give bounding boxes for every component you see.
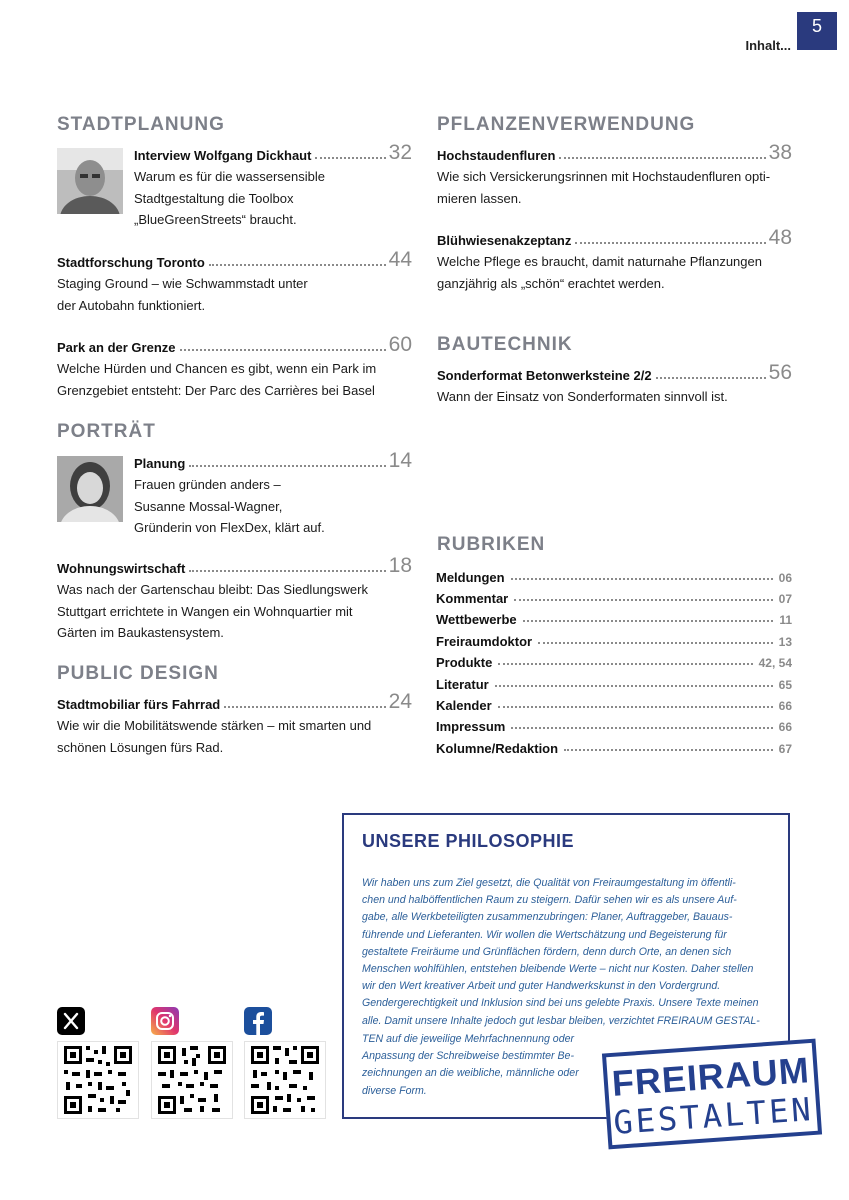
leader-dots	[315, 156, 385, 159]
rubrik-page: 66	[778, 699, 792, 713]
entry-title: Stadtmobiliar fürs Fahrrad	[57, 697, 221, 712]
entry-title: Sonderformat Betonwerksteine 2/2	[437, 368, 652, 383]
leader-dots	[511, 727, 772, 729]
rubrik-page: 42, 54	[758, 656, 792, 670]
leader-dots	[498, 663, 752, 665]
qr-code-instagram[interactable]	[151, 1041, 233, 1119]
entry-description: Wie wir die Mobilitätswende stärken – mit smarten und schönen Lösungen fürs Rad.	[57, 718, 372, 755]
entry-page: 48	[768, 226, 792, 249]
freiraum-gestalten-logo	[602, 1039, 822, 1150]
rubrik-item[interactable]	[436, 736, 792, 756]
philosophie-title: UNSERE PHILOSOPHIE	[362, 831, 575, 851]
rubrik-item[interactable]	[436, 565, 792, 585]
instagram-icon[interactable]	[151, 1007, 179, 1035]
qr-pattern	[245, 1042, 325, 1118]
leader-dots	[575, 241, 765, 244]
rubrik-item[interactable]	[436, 693, 792, 713]
entry-title: Interview Wolfgang Dickhaut	[134, 148, 312, 163]
rubrik-label: Produkte	[436, 655, 493, 670]
rubrik-label: Freiraumdoktor	[436, 634, 533, 649]
leader-dots	[180, 348, 386, 351]
leader-dots	[564, 749, 773, 751]
entry-title: Hochstaudenfluren	[437, 148, 556, 163]
rubrik-item[interactable]	[436, 629, 792, 649]
section-title-rubriken: RUBRIKEN	[437, 534, 546, 555]
entry-page: 18	[388, 554, 412, 577]
rubrik-item[interactable]	[436, 672, 792, 692]
toc-entry-planung[interactable]	[134, 451, 412, 539]
entry-page: 24	[388, 690, 412, 713]
rubrik-item[interactable]	[436, 650, 792, 670]
leader-dots	[523, 620, 774, 622]
philosophie-text-continued: TEN auf die jeweilige Mehrfachnennung oder Anpassung der Schreibweise bestimmter Be- zeichnungen an die weibliche, männliche oder diverse Form.	[362, 1033, 579, 1097]
rubrik-page: 67	[778, 742, 792, 756]
entry-page: 56	[768, 361, 792, 384]
entry-description: Staging Ground – wie Schwammstadt unter der Autobahn funktioniert.	[57, 276, 308, 313]
leader-dots	[209, 263, 386, 266]
rubrik-page: 11	[779, 613, 792, 627]
rubrik-item[interactable]	[436, 714, 792, 734]
leader-dots	[656, 376, 766, 379]
section-title-portraet: PORTRÄT	[57, 421, 156, 442]
portrait-photo-mossal-wagner	[57, 456, 123, 522]
rubrik-page: 66	[778, 720, 792, 734]
toc-entry-stadtmobiliar[interactable]	[57, 692, 412, 758]
x-icon[interactable]	[57, 1007, 85, 1035]
toc-entry-park-grenze[interactable]	[57, 335, 412, 401]
entry-description: Welche Pflege es braucht, damit naturnahe Pflanzungen ganzjährig als „schön“ erachtet werden.	[437, 254, 762, 291]
entry-description: Welche Hürden und Chancen es gibt, wenn ein Park im Grenzgebiet entsteht: Der Parc des Carrières bei Basel	[57, 361, 377, 398]
rubrik-label: Wettbewerbe	[436, 612, 517, 627]
rubrik-item[interactable]	[436, 607, 792, 627]
section-title-bautechnik: BAUTECHNIK	[437, 334, 573, 355]
facebook-icon[interactable]	[244, 1007, 272, 1035]
toc-entry-dickhaut[interactable]	[134, 143, 412, 231]
page-number: 5	[797, 12, 837, 50]
entry-title: Park an der Grenze	[57, 340, 176, 355]
section-title-public-design: PUBLIC DESIGN	[57, 663, 219, 684]
toc-entry-toronto[interactable]	[57, 250, 412, 316]
rubrik-label: Meldungen	[436, 570, 505, 585]
qr-code-x[interactable]	[57, 1041, 139, 1119]
section-title-pflanzenverwendung: PFLANZENVERWENDUNG	[437, 114, 696, 135]
leader-dots	[189, 464, 385, 467]
leader-dots	[495, 685, 773, 687]
leader-dots	[511, 578, 773, 580]
entry-description: Frauen gründen anders – Susanne Mossal-Wagner, Gründerin von FlexDex, klärt auf.	[134, 477, 325, 535]
rubrik-page: 06	[778, 571, 792, 585]
toc-entry-hochstaudenfluren[interactable]	[437, 143, 792, 209]
entry-title: Stadtforschung Toronto	[57, 255, 205, 270]
logo-line-2: GESTALTEN	[612, 1090, 815, 1142]
entry-page: 38	[768, 141, 792, 164]
rubrik-label: Kalender	[436, 698, 492, 713]
rubrik-label: Kolumne/Redaktion	[436, 741, 559, 756]
qr-code-facebook[interactable]	[244, 1041, 326, 1119]
leader-dots	[538, 642, 773, 644]
rubrik-page: 07	[778, 592, 792, 606]
toc-entry-betonwerksteine[interactable]	[437, 363, 792, 408]
entry-page: 14	[388, 449, 412, 472]
toc-entry-wohnungswirtschaft[interactable]	[57, 556, 412, 644]
entry-description: Was nach der Gartenschau bleibt: Das Siedlungswerk Stuttgart errichtete in Wangen ein Wohnquartier mit Gärten im Baukastensystem.	[57, 582, 368, 640]
qr-pattern	[58, 1042, 138, 1118]
running-head: Inhalt...	[745, 38, 791, 53]
section-title-stadtplanung: STADTPLANUNG	[57, 114, 225, 135]
leader-dots	[498, 706, 773, 708]
entry-description: Wann der Einsatz von Sonderformaten sinnvoll ist.	[437, 389, 728, 404]
entry-title: Wohnungswirtschaft	[57, 561, 186, 576]
rubrik-label: Impressum	[436, 719, 506, 734]
entry-page: 32	[388, 141, 412, 164]
qr-pattern	[152, 1042, 232, 1118]
toc-entry-bluehwiesen[interactable]	[437, 228, 792, 294]
entry-description: Warum es für die wassersensible Stadtgestaltung die Toolbox „BlueGreenStreets“ braucht.	[134, 169, 325, 227]
logo-line-1: FREIRAUM	[610, 1049, 811, 1104]
entry-page: 60	[388, 333, 412, 356]
rubrik-page: 13	[778, 635, 792, 649]
rubrik-page: 65	[778, 678, 792, 692]
entry-title: Blühwiesenakzeptanz	[437, 233, 572, 248]
rubrik-item[interactable]	[436, 586, 792, 606]
leader-dots	[189, 569, 385, 572]
leader-dots	[514, 599, 772, 601]
entry-page: 44	[388, 248, 412, 271]
rubrik-label: Kommentar	[436, 591, 509, 606]
philosophie-text: Wir haben uns zum Ziel gesetzt, die Qualität von Freiraumgestaltung im öffentli- chen und halböffentlichen Raum zu steigern. Dafür sehen wir es als unsere Auf- gabe, alle Werkbeteiligten zusammenzubringen: Planer, Auftraggeber, Bauaus- führende und Lieferanten. Wir wollen die Wertschätzung und Begeisterung für gestaltete Freiräume und Grünflächen fördern, denn durch Orte, an denen sich Menschen wohlfühlen, entstehen bleibende Werte – nicht nur Kosten. Daher stellen wir den Wert kreativer Arbeit und guter Handwerkskunst in den Vordergrund. Gendergerechtigkeit und Inklusion sind bei uns gelebte Praxis. Unsere Texte meinen alle. Damit unsere Inhalte jedoch gut lesbar bleiben, verzichtet FREIRAUM GESTAL-	[362, 877, 760, 1027]
leader-dots	[559, 156, 765, 159]
rubrik-label: Literatur	[436, 677, 489, 692]
leader-dots	[224, 705, 385, 708]
entry-title: Planung	[134, 456, 186, 471]
entry-description: Wie sich Versickerungsrinnen mit Hochstaudenfluren opti- mieren lassen.	[437, 169, 771, 206]
portrait-photo-dickhaut	[57, 148, 123, 214]
